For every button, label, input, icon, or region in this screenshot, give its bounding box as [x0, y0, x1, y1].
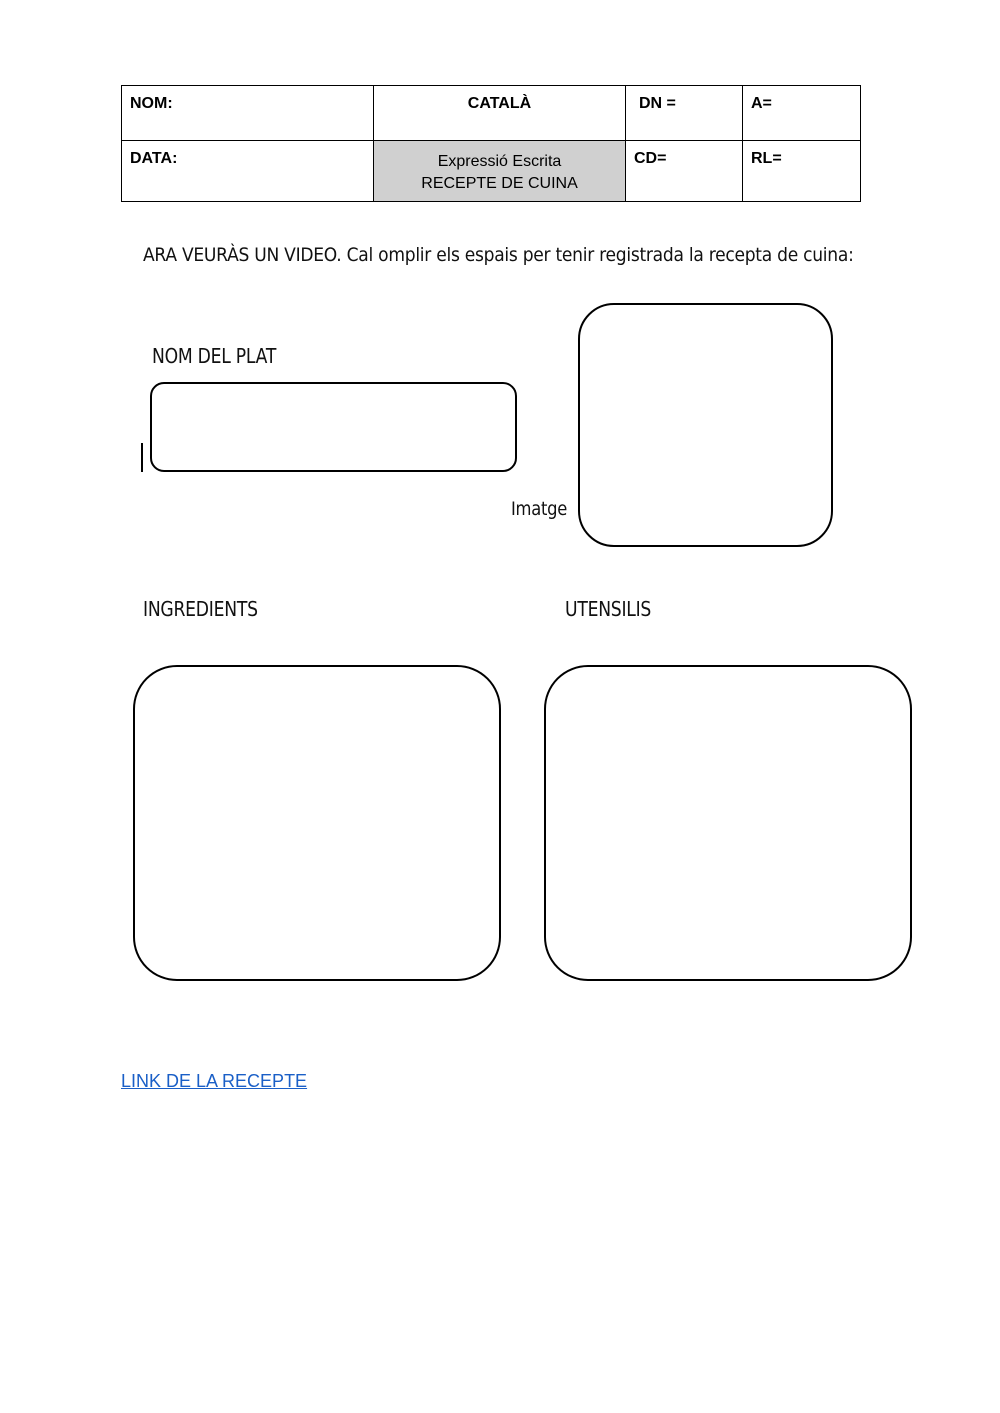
rl-label: RL=	[751, 150, 782, 167]
nom-cell[interactable]	[122, 86, 374, 141]
activity-cell	[374, 141, 626, 202]
data-label: DATA:	[130, 150, 178, 167]
nom-label: NOM:	[130, 95, 173, 112]
dn-cell[interactable]	[626, 86, 743, 141]
cd-cell[interactable]	[626, 141, 743, 202]
ingredients-box[interactable]	[133, 665, 501, 981]
activity-line2: RECEPTE DE CUINA	[421, 175, 578, 192]
text-cursor	[141, 443, 143, 472]
dish-name-label: NOM DEL PLAT	[152, 344, 277, 368]
recipe-link[interactable]: LINK DE LA RECEPTE	[121, 1071, 308, 1091]
cd-label: CD=	[634, 150, 667, 167]
dn-label: DN =	[639, 95, 676, 112]
header-table	[121, 85, 861, 202]
data-cell[interactable]	[122, 141, 374, 202]
ingredients-label: INGREDIENTS	[143, 597, 258, 621]
instruction-text: ARA VEURÀS UN VIDEO. Cal omplir els espais per tenir registrada la recepta de cuina:	[143, 244, 854, 266]
subject-label: CATALÀ	[467, 95, 532, 112]
subject-cell	[374, 86, 626, 141]
activity-line1: Expressió Escrita	[437, 153, 562, 170]
dish-name-box[interactable]	[150, 382, 517, 472]
a-cell[interactable]	[743, 86, 861, 141]
a-label: A=	[751, 95, 772, 112]
rl-cell[interactable]	[743, 141, 861, 202]
image-box[interactable]	[578, 303, 833, 547]
utensils-box[interactable]	[544, 665, 912, 981]
utensils-label: UTENSILIS	[565, 597, 652, 621]
image-label: Imatge	[511, 498, 568, 520]
